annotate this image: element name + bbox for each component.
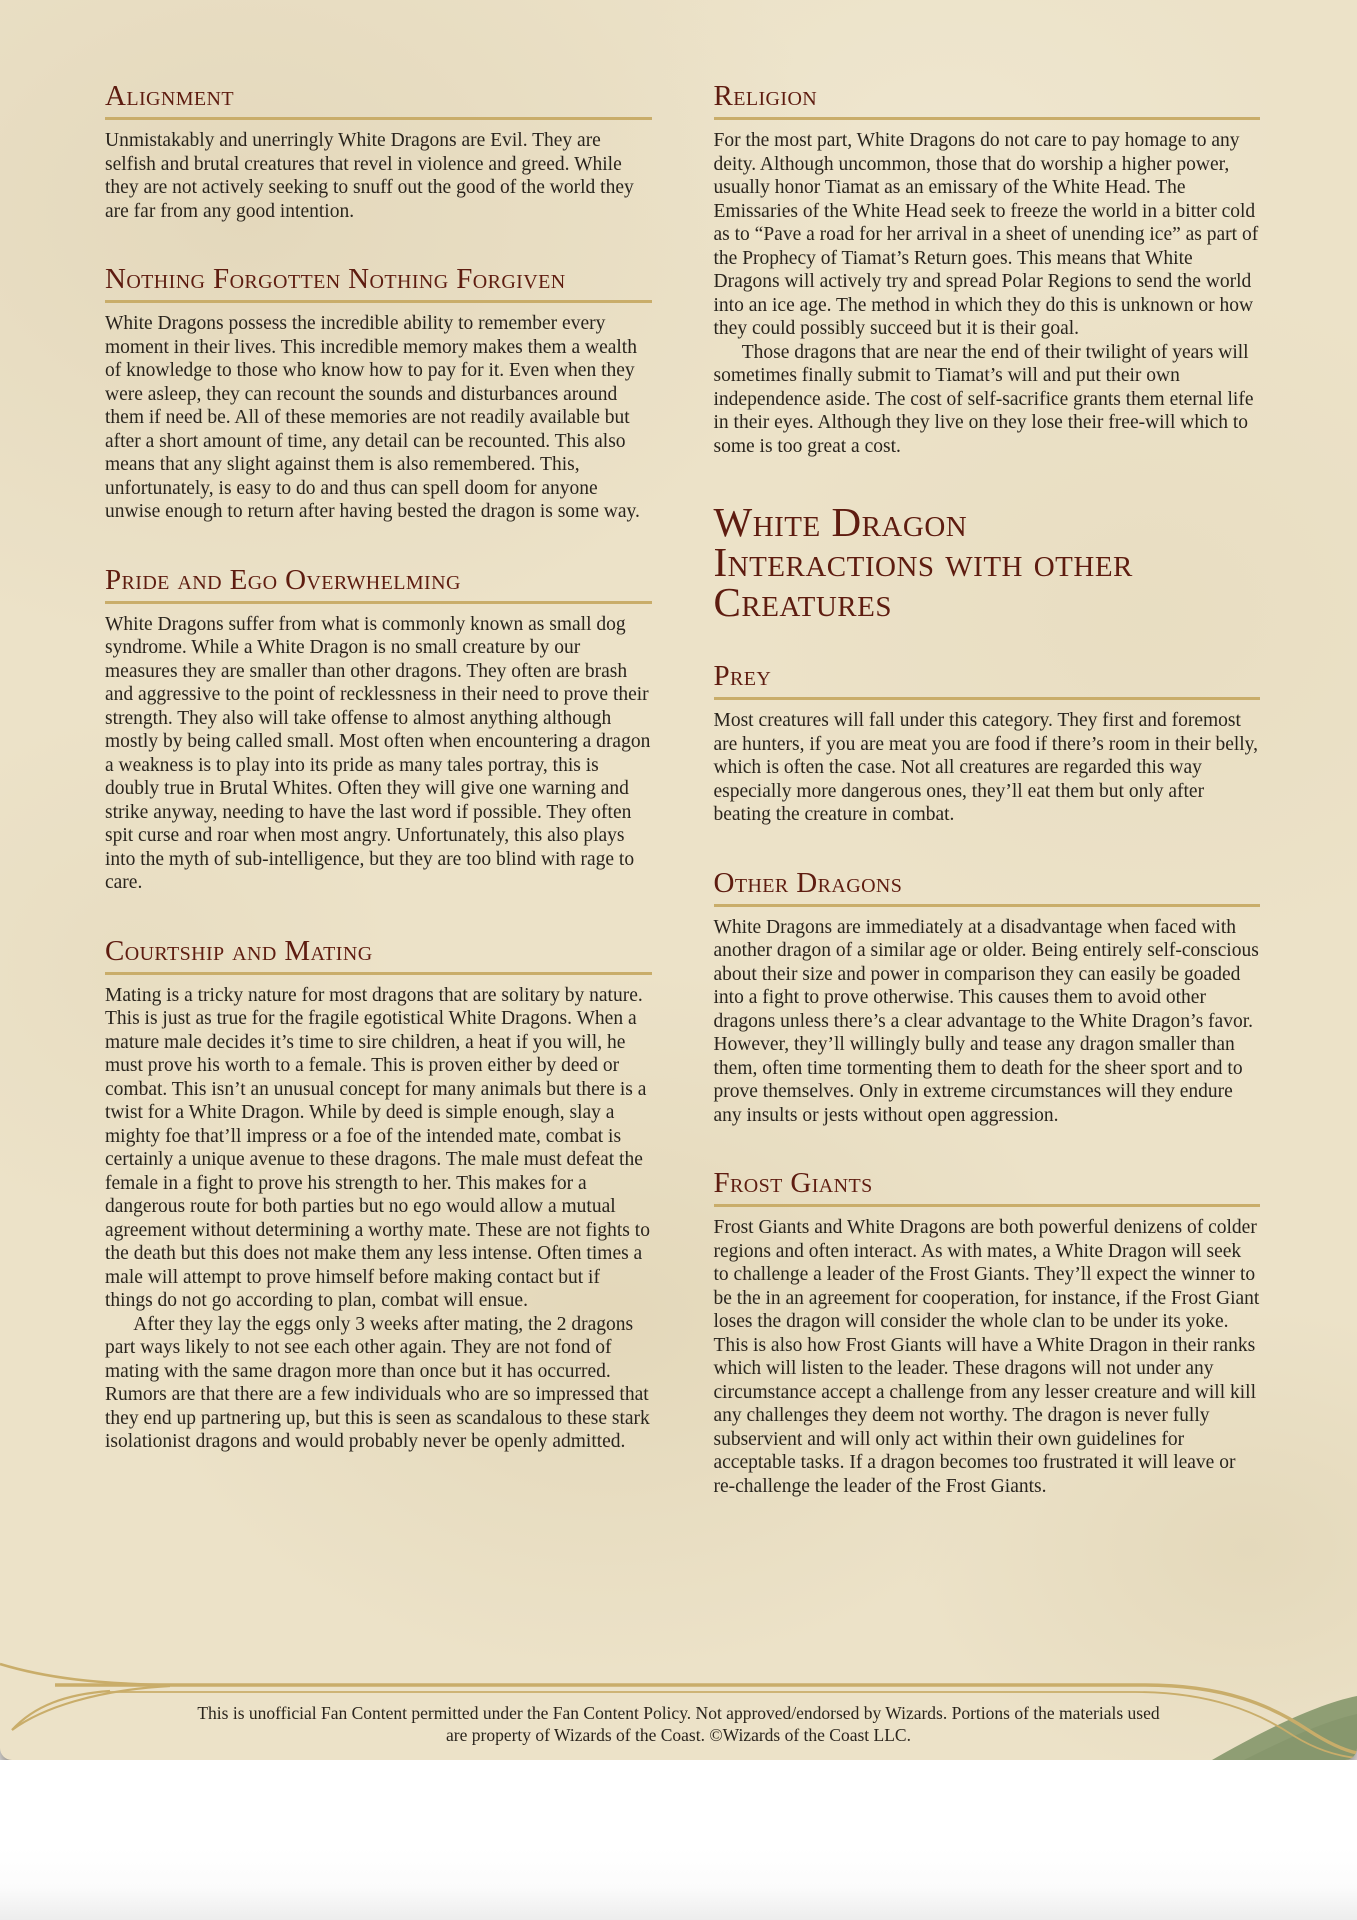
chapter-heading-white-dragon-interactions: White Dragon Interactions with other Creatures: [713, 499, 1133, 625]
section-paragraph: White Dragons possess the incredible ability to remember every moment in their lives. This incredible memory makes them a wealth of knowledge to those who know how to pay for it. Even when they were asleep, they can recount the sounds and disturbances around them if need be. All of these memories are not readily available but after a short amount of time, any detail can be recounted. This also means that any slight against them is also remembered. This, unfortunately, is easy to do and thus can spell doom for anyone unwise enough to return after having bested the dragon is some way.: [105, 313, 640, 522]
section-paragraph: White Dragons are immediately at a disadvantage when faced with another dragon of a similar age or older. Being entirely self-conscious about their size and power in comparison they can easily be goaded into a fight to prove otherwise. This causes them to avoid other dragons unless there’s a clear advantage to the White Dragon’s favor. However, they’ll willingly bully and tease any dragon smaller than them, often time tormenting them to death for the sheer sport and to prove themselves. Only in extreme circumstances will they endure any insults or jests without open aggression.: [713, 916, 1259, 1126]
section-other-dragons: [714, 865, 1261, 1128]
section-heading: Religion: [714, 78, 1261, 120]
section-heading: Pride and Ego Overwhelming: [105, 562, 652, 604]
section-heading: Alignment: [105, 78, 652, 120]
section-heading: Frost Giants: [714, 1165, 1261, 1207]
section-prey: [714, 658, 1261, 827]
background-below-page: [0, 1760, 1357, 1920]
fan-content-disclaimer: [0, 1702, 1357, 1746]
page-footer: [0, 1628, 1357, 1760]
section-paragraph: Those dragons that are near the end of their twilight of years will sometimes finally submit to Tiamat’s will and put their own independence aside. The cost of self-sacrifice grants them eternal life in their eyes. Although they live on they lose their free-will which to some is too great a cost.: [713, 341, 1254, 457]
section-paragraph: Unmistakably and unerringly White Dragons are Evil. They are selfish and brutal creatures that revel in violence and greed. While they are not actively seeking to snuff out the good of the world they are far from any good intention.: [105, 130, 634, 222]
section-paragraph: After they lay the eggs only 3 weeks after mating, the 2 dragons part ways likely to not see each other again. They are not fond of mating with the same dragon more than once but it has occurred. Rumors are that there are a few individuals who are so impressed that they end up partnering up, but this is seen as scandalous to these stark isolationist dragons and would probably never be openly admitted.: [105, 1313, 650, 1452]
section-paragraph: Frost Giants and White Dragons are both powerful denizens of colder regions and often interact. As with mates, a White Dragon will seek to challenge a leader of the Frost Giants. They’ll expect the winner to be the in an agreement for cooperation, for instance, if the Frost Giant loses the dragon will consider the whole clan to be under its yoke. This is also how Frost Giants will have a White Dragon in their ranks which will listen to the leader. These dragons will not under any circumstance accept a challenge from any lesser creature and will kill any challenges they deem not worthy. The dragon is never fully subservient and will only act within their own guidelines for acceptable tasks. If a dragon becomes too frustrated it will leave or re-challenge the leader of the Frost Giants.: [713, 1217, 1260, 1497]
section-courtship-and-mating: [105, 933, 652, 1454]
section-heading: Courtship and Mating: [105, 933, 652, 975]
section-paragraph: For the most part, White Dragons do not care to pay homage to any deity. Although uncommon, those that do worship a higher power, usually honor Tiamat as an emissary of the White Head. The Emissaries of the White Head seek to freeze the world in a bitter cold as to “Pave a road for her arrival in a sheet of unending ice” as part of the Prophecy of Tiamat’s Return goes. This means that White Dragons will actively try and spread Polar Regions to send the world into an ice age. The method in which they do this is unknown or how they could possibly succeed but it is their goal.: [713, 130, 1259, 339]
disclaimer-line-1: This is unofficial Fan Content permitted under the Fan Content Policy. Not approved/endorsed by Wizards. Portions of the materials used: [197, 1703, 1160, 1723]
flourish-left-tail-upper: [0, 1664, 170, 1685]
section-alignment: [105, 78, 652, 223]
disclaimer-line-2: are property of Wizards of the Coast. ©Wizards of the Coast LLC.: [446, 1725, 911, 1745]
section-heading: Prey: [714, 658, 1261, 700]
left-column: [105, 78, 652, 1498]
section-pride-and-ego: [105, 562, 652, 895]
section-paragraph: Most creatures will fall under this category. They first and foremost are hunters, if you are meat you are food if there’s room in their belly, which is often the case. Not all creatures are regarded this way especially more dangerous ones, they’ll eat them but only after beating the creature in combat.: [713, 710, 1259, 825]
section-heading: Other Dragons: [714, 865, 1261, 907]
section-nothing-forgotten: [105, 261, 652, 524]
section-heading: Nothing Forgotten Nothing Forgiven: [105, 261, 652, 303]
section-paragraph: Mating is a tricky nature for most dragons that are solitary by nature. This is just as true for the fragile egotistical White Dragons. When a mature male decides it’s time to sire children, a heat if you will, he must prove his worth to a female. This is proven either by deed or combat. This isn’t an unusual concept for many animals but there is a twist for a White Dragon. While by deed is simple enough, slay a mighty foe that’ll impress or a foe of the intended mate, combat is certainly a unique avenue to these dragons. The male must defeat the female in a fight to prove his strength to her. This makes for a dangerous route for both parties but no ego would allow a mutual agreement without determining a worthy mate. These are not fights to the death but this does not make them any less intense. Often times a male will attempt to prove himself before making contact but if things do not go according to plan, combat will ensue.: [105, 984, 650, 1311]
section-religion: [714, 78, 1261, 458]
section-frost-giants: [714, 1165, 1261, 1498]
right-column: [714, 78, 1261, 1498]
section-paragraph: White Dragons suffer from what is commonly known as small dog syndrome. While a White Dragon is no small creature by our measures they are smaller than other dragons. They often are brash and aggressive to the point of recklessness in their need to prove their strength. They also will take offense to almost anything although mostly by being called small. Most often when encountering a dragon a weakness is to play into its pride as many tales portray, this is doubly true in Brutal Whites. Often they will give one warning and strike anyway, needing to have the last word if possible. They often spit curse and roar when most angry. Unfortunately, this also plays into the myth of sub-intelligence, but they are too blind with rage to care.: [105, 613, 651, 893]
